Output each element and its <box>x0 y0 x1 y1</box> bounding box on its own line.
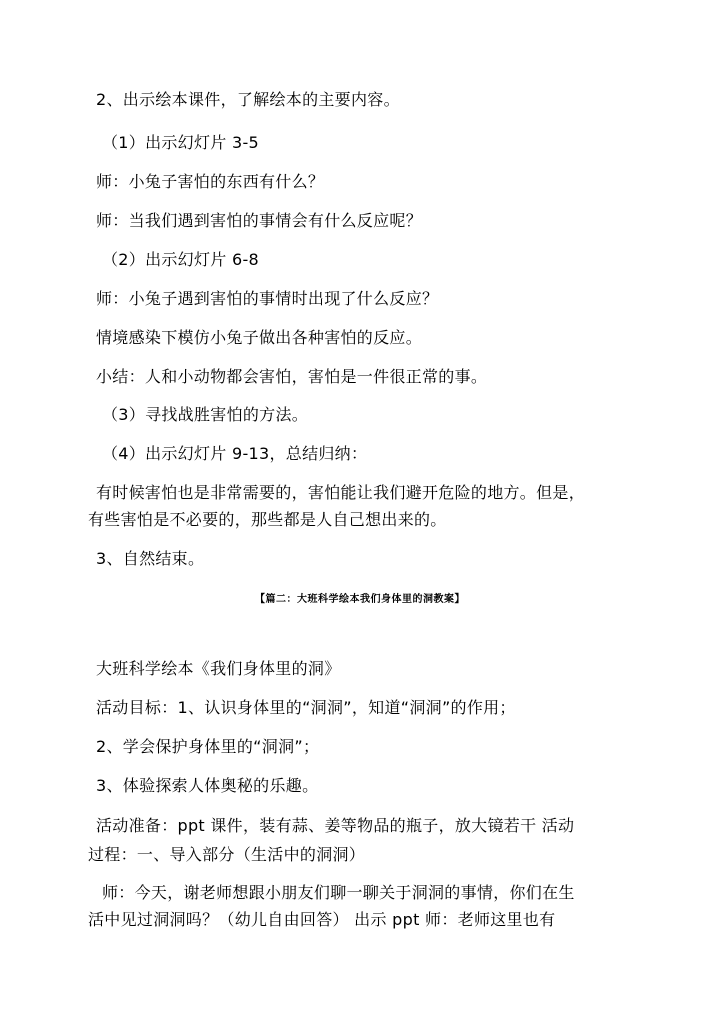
text-line: （4）出示幻灯片 9-13，总结归纳： <box>102 444 368 463</box>
text-line: 情境感染下模仿小兔子做出各种害怕的反应。 <box>96 328 423 347</box>
text-line: 师：今天，谢老师想跟小朋友们聊一聊关于洞洞的事情，你们在生 <box>102 883 575 902</box>
section-heading: 【篇二：大班科学绘本我们身体里的洞教案】 <box>255 594 465 605</box>
text-line: 3、自然结束。 <box>96 549 205 568</box>
text-line: 师：小兔子害怕的东西有什么？ <box>96 172 325 191</box>
text-line: 有些害怕是不必要的，那些都是人自己想出来的。 <box>88 510 447 529</box>
text-line: 过程：一、导入部分（生活中的洞洞） <box>88 845 366 864</box>
text-line: 师：当我们遇到害怕的事情会有什么反应呢？ <box>96 211 423 230</box>
text-line: 师：小兔子遇到害怕的事情时出现了什么反应？ <box>96 289 439 308</box>
text-line: 有时候害怕也是非常需要的，害怕能让我们避开危险的地方。但是， <box>96 483 586 502</box>
text-line: （2）出示幻灯片 6-8 <box>102 250 259 269</box>
text-line: 小结：人和小动物都会害怕，害怕是一件很正常的事。 <box>96 367 488 386</box>
text-line: 活动准备：ppt 课件，装有蒜、姜等物品的瓶子，放大镜若干 活动 <box>96 816 575 835</box>
text-line: 2、出示绘本课件，了解绘本的主要内容。 <box>96 90 400 109</box>
text-line: 2、学会保护身体里的“洞洞”； <box>96 737 320 756</box>
text-line: 3、体验探索人体奥秘的乐趣。 <box>96 776 319 795</box>
text-line: （3）寻找战胜害怕的方法。 <box>102 405 309 424</box>
text-line: 活动目标：1、认识身体里的“洞洞”，知道“洞洞”的作用； <box>96 698 516 717</box>
text-line: （1）出示幻灯片 3-5 <box>102 133 259 152</box>
text-line: 活中见过洞洞吗？（幼儿自由回答） 出示 ppt 师：老师这里也有 <box>88 910 556 929</box>
text-line: 大班科学绘本《我们身体里的洞》 <box>96 659 341 678</box>
